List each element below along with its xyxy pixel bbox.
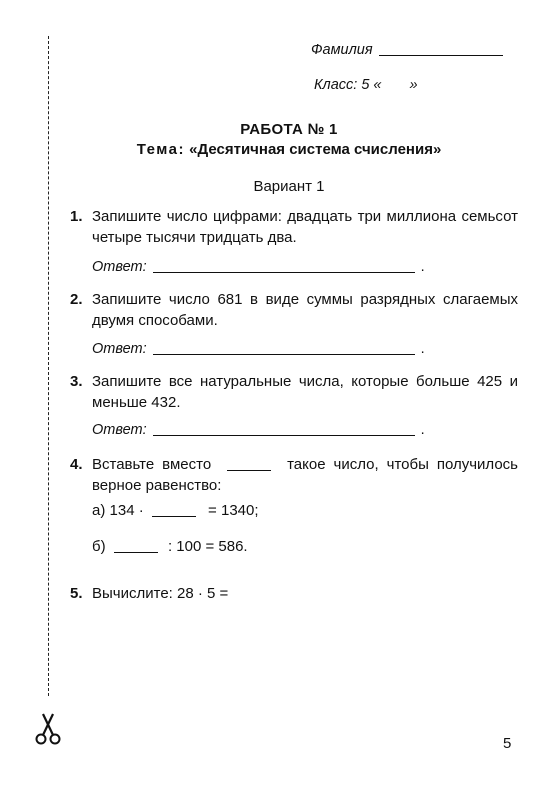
class-label: Класс: 5 « <box>314 77 382 93</box>
task-4b <box>92 538 248 555</box>
surname-label: Фамилия <box>311 42 373 58</box>
task-text: Запишите число 681 в виде суммы разрядных слагаемых двумя способами. <box>92 291 518 329</box>
task-5 <box>70 583 518 604</box>
task-1 <box>70 206 518 248</box>
task-text: Запишите число цифрами: двадцать три миллиона семьсот четыре тысячи тридцать два. <box>92 208 518 246</box>
task-4b-blank[interactable] <box>114 552 158 553</box>
task-text <box>92 454 518 496</box>
answer-label: Ответ: <box>92 259 147 275</box>
surname-field[interactable] <box>311 42 503 58</box>
topic-label: Тема: <box>136 141 185 158</box>
answer-line[interactable] <box>153 435 415 436</box>
task-text: Вычислите: 28 · 5 = <box>92 585 229 602</box>
task-4 <box>70 454 518 496</box>
answer-end: . <box>420 341 425 357</box>
task-4b-suffix: : 100 = 586. <box>167 538 248 555</box>
answer-2[interactable] <box>92 341 425 357</box>
answer-line[interactable] <box>153 272 415 273</box>
answer-label: Ответ: <box>92 422 147 438</box>
task-4b-prefix: б) <box>92 538 106 555</box>
task-text-after: такое число, чтобы получилось верное равенство: <box>92 456 518 494</box>
task-number: 4. <box>70 456 83 473</box>
class-field[interactable] <box>314 77 418 93</box>
task-number: 5. <box>70 585 83 602</box>
task-4a-blank[interactable] <box>152 516 196 517</box>
answer-3[interactable] <box>92 422 425 438</box>
answer-end: . <box>420 259 425 275</box>
task-number: 3. <box>70 373 83 390</box>
task-4a <box>92 502 259 519</box>
task-4a-suffix: = 1340; <box>208 502 259 519</box>
task-text-before: Вставьте вместо <box>92 456 212 473</box>
work-title: РАБОТА № 1 <box>240 121 338 138</box>
task-2 <box>70 289 518 331</box>
answer-label: Ответ: <box>92 341 147 357</box>
surname-line[interactable] <box>379 55 503 56</box>
scissors-icon <box>34 712 62 746</box>
answer-1[interactable] <box>92 259 425 275</box>
answer-end: . <box>420 422 425 438</box>
task-number: 1. <box>70 208 83 225</box>
answer-line[interactable] <box>153 354 415 355</box>
blank-placeholder <box>227 470 271 471</box>
task-4a-prefix: а) 134 · <box>92 502 144 519</box>
task-number: 2. <box>70 291 83 308</box>
task-text: Запишите все натуральные числа, которые больше 425 и меньше 432. <box>92 373 518 411</box>
class-close-quote: » <box>409 77 418 93</box>
page-number: 5 <box>503 735 512 752</box>
variant-title: Вариант 1 <box>253 178 325 195</box>
topic-title <box>0 141 542 158</box>
task-3 <box>70 371 518 413</box>
topic-text: «Десятичная система счисления» <box>189 141 442 158</box>
